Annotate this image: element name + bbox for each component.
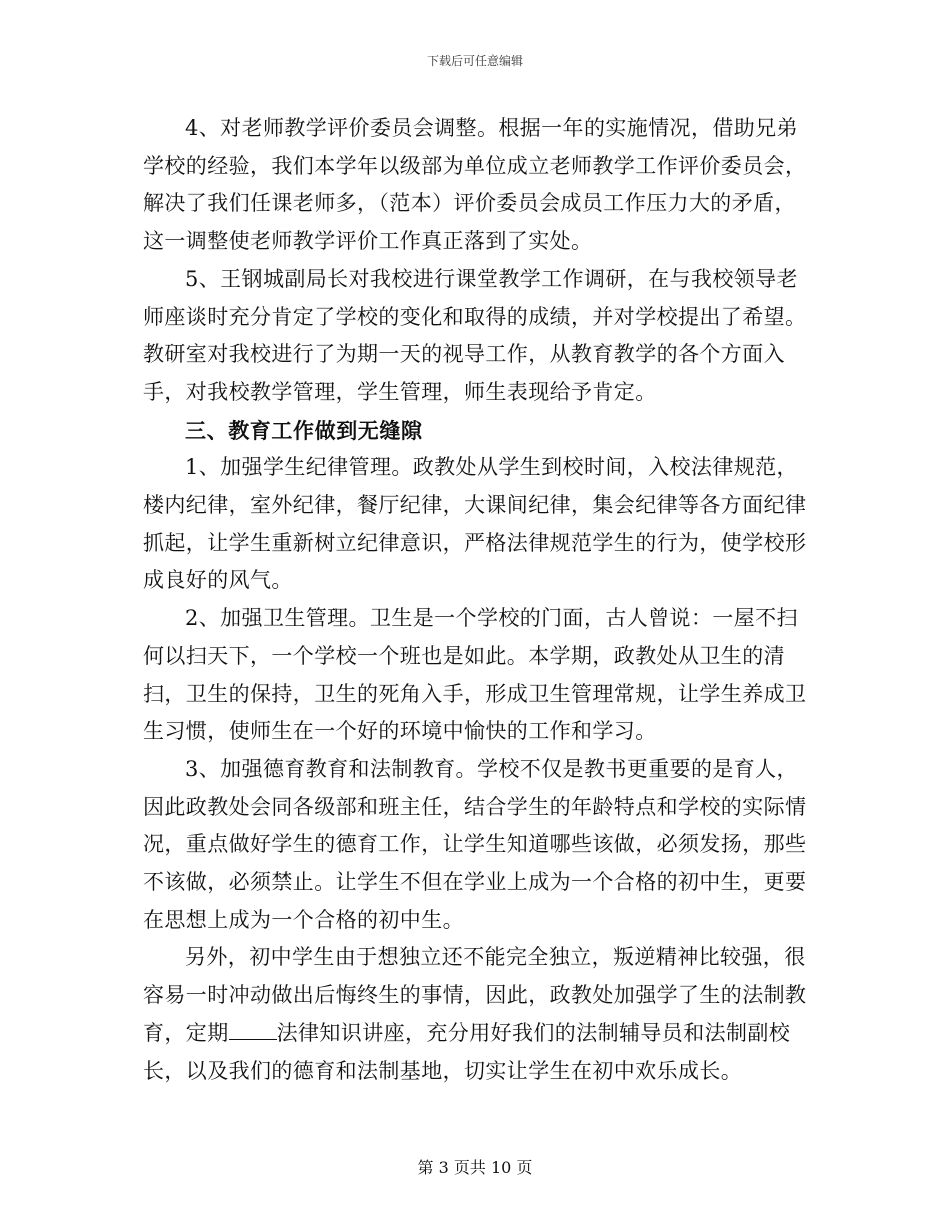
paragraph-legal-education-part2: 法律知识讲座，充分用好我们的法制辅导员和法制副校长，以及我们的德育和法制基地，切实让学生在初中欢乐成长。 <box>143 1020 791 1083</box>
page-number: 第 3 页共 10 页 <box>417 1158 533 1177</box>
paragraph-legal-education <box>143 939 813 1090</box>
paragraph-legal-education-part1: 另外，初中学生由于想独立还不能完全独立，叛逆精神比较强，很容易一时冲动做出后悔终生的事情，因此，政教处加强学了生的法制教育，定期 <box>143 945 807 1045</box>
paragraph-inspection: 5、王钢城副局长对我校进行课堂教学工作调研，在与我校领导老师座谈时充分肯定了学校的变化和取得的成绩，并对学校提出了希望。教研室对我校进行了为期一天的视导工作，从教育教学的各个方面入手，对我校教学管理，学生管理，师生表现给予肯定。 <box>143 266 807 404</box>
document-body <box>143 110 813 1090</box>
page-header-note: 下载后可任意编辑 <box>426 54 523 68</box>
paragraph-hygiene: 2、加强卫生管理。卫生是一个学校的门面，古人曾说：一屋不扫何以扫天下，一个学校一个班也是如此。本学期，政教处从卫生的清扫，卫生的保持，卫生的死角入手，形成卫生管理常规，让学生养成卫生习惯，使师生在一个好的环境中愉快的工作和学习。 <box>143 606 807 744</box>
fill-in-blank <box>229 1021 277 1040</box>
section-heading: 三、教育工作做到无缝隙 <box>185 417 423 443</box>
paragraph-moral-education: 3、加强德育教育和法制教育。学校不仅是教书更重要的是育人，因此政教处会同各级部和班主任，结合学生的年龄特点和学校的实际情况，重点做好学生的德育工作，让学生知道哪些该做，必须发扬，那些不该做，必须禁止。让学生不但在学业上成为一个合格的初中生，更要在思想上成为一个合格的初中生。 <box>143 756 807 932</box>
paragraph-evaluation-committee: 4、对老师教学评价委员会调整。根据一年的实施情况，借助兄弟学校的经验，我们本学年以级部为单位成立老师教学工作评价委员会，解决了我们任课老师多，（范本）评价委员会成员工作压力大的矛盾，这一调整使老师教学评价工作真正落到了实处。 <box>143 116 807 254</box>
paragraph-discipline: 1、加强学生纪律管理。政教处从学生到校时间，入校法律规范，楼内纪律，室外纪律，餐厅纪律，大课间纪律，集会纪律等各方面纪律抓起，让学生重新树立纪律意识，严格法律规范学生的行为，使学校形成良好的风气。 <box>143 455 807 593</box>
